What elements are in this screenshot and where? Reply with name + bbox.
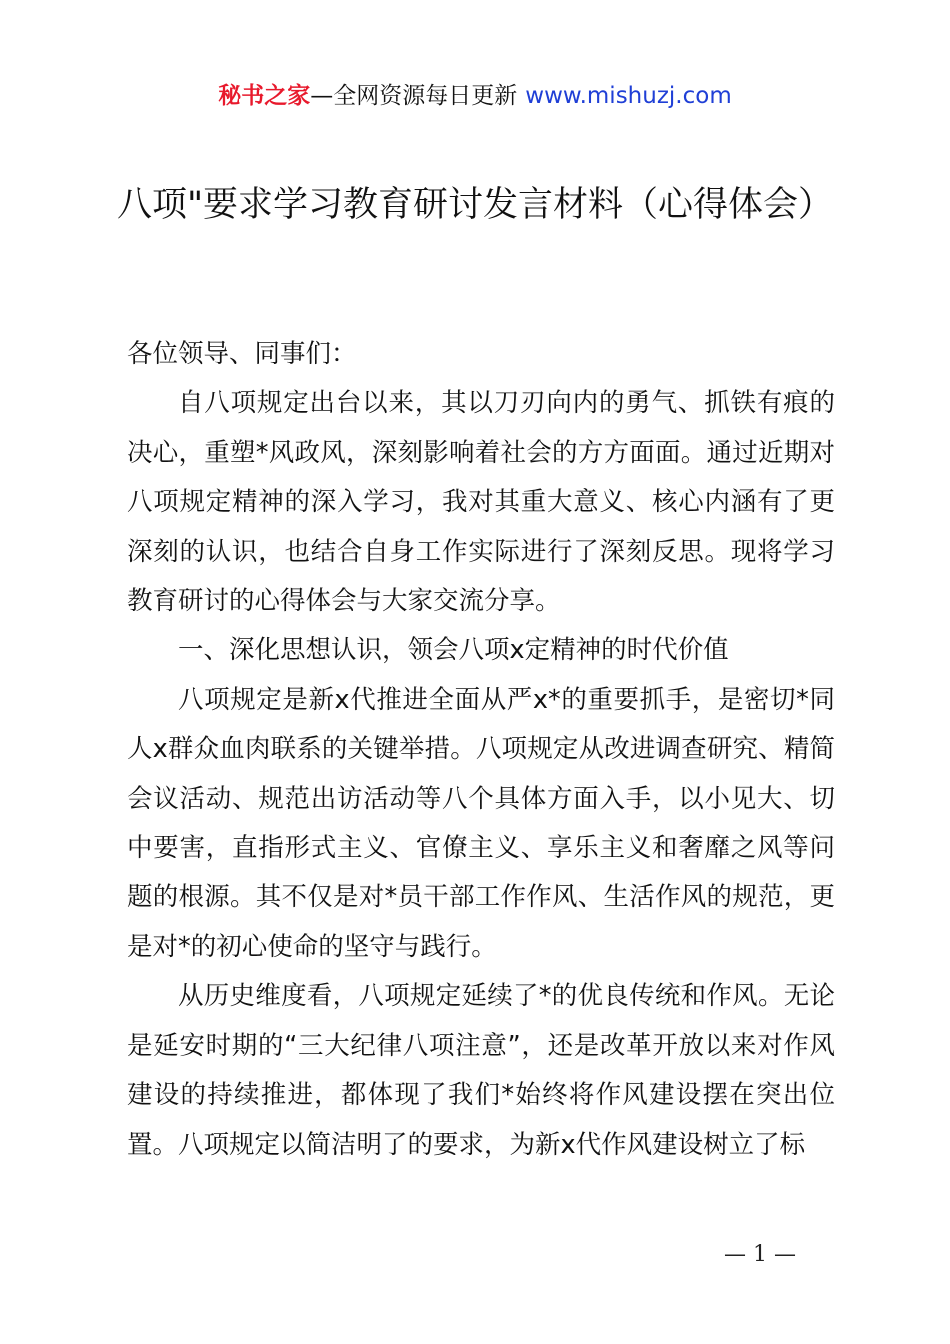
document-body [127,330,835,1170]
site-brand: 秘书之家 [218,83,311,109]
paragraph: 从历史维度看，八项规定延续了*的优良传统和作风。无论是延安时期的“三大纪律八项注意”，还是改革开放以来对作风建设的持续推进，都体现了我们*始终将作风建设摆在突出位置。八项规定以简洁明了的要求，为新x代作风建设树立了标 [127,981,835,1160]
site-header [0,80,950,112]
site-url-link[interactable]: www.mishuzj.com [525,83,732,109]
salutation: 各位领导、同事们： [127,339,357,369]
page-number: — 1 — [724,1242,796,1267]
document-title: 八项"要求学习教育研讨发言材料（心得体会） [116,185,834,225]
section-heading: 一、深化思想认识，领会八项x定精神的时代价值 [178,635,729,666]
paragraph-intro: 自八项规定出台以来，其以刀刃向内的勇气、抓铁有痕的决心，重塑*风政风，深刻影响着社会的方方面面。通过近期对八项规定精神的深入学习，我对其重大意义、核心内涵有了更深刻的认识，也结合自身工作实际进行了深刻反思。现将学习教育研讨的心得体会与大家交流分享。 [127,388,835,617]
site-slogan: —全网资源每日更新 [310,83,518,109]
paragraph: 八项规定是新x代推进全面从严x*的重要抓手，是密切*同人x群众血肉联系的关键举措。八项规定从改进调查研究、精简会议活动、规范出访活动等八个具体方面入手，以小见大、切中要害，直指形式主义、官僚主义、享乐主义和奢靡之风等问题的根源。其不仅是对*员干部工作作风、生活作风的规范，更是对*的初心使命的坚守与践行。 [127,684,835,962]
